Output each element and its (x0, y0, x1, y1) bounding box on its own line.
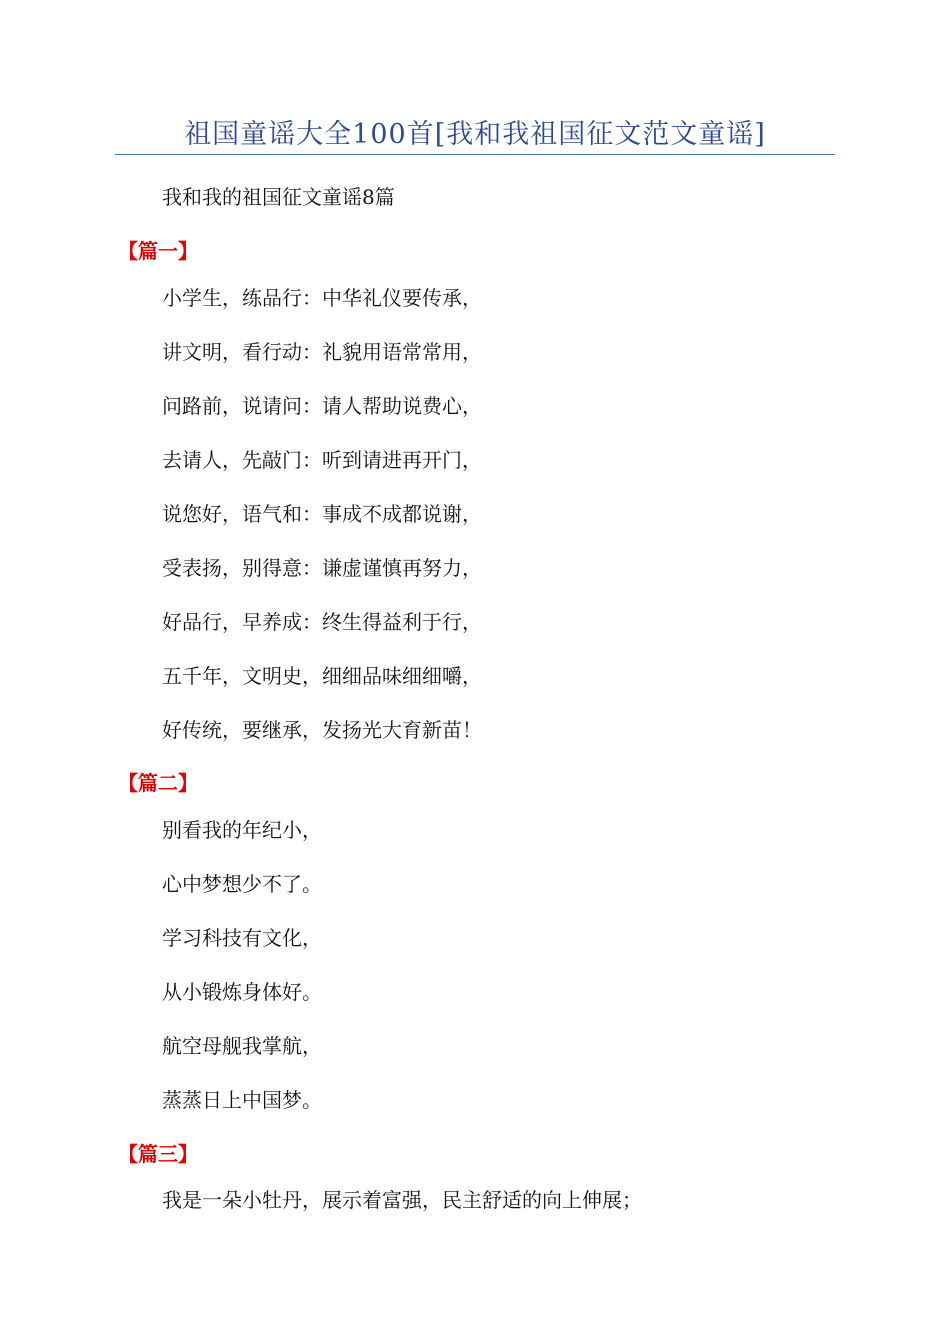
section-heading-1: 【篇一】 (118, 239, 198, 263)
title-underline (115, 154, 835, 155)
poem-line: 问路前，说请问：请人帮助说费心， (162, 394, 482, 418)
document-title: 祖国童谣大全100首[我和我祖国征文范文童谣] (184, 119, 766, 150)
poem-line: 别看我的年纪小， (162, 818, 322, 842)
poem-line: 航空母舰我掌航， (162, 1034, 322, 1058)
poem-line: 学习科技有文化， (162, 926, 322, 950)
poem-line: 我是一朵小牡丹，展示着富强，民主舒适的向上伸展； (162, 1188, 642, 1212)
document-subtitle: 我和我的祖国征文童谣8篇 (162, 185, 395, 209)
section-heading-3: 【篇三】 (118, 1142, 198, 1166)
poem-line: 好品行，早养成：终生得益利于行， (162, 610, 482, 634)
poem-line: 五千年，文明史，细细品味细细嚼， (162, 664, 482, 688)
poem-line: 好传统，要继承，发扬光大育新苗！ (162, 718, 482, 742)
poem-line: 蒸蒸日上中国梦。 (162, 1088, 322, 1112)
poem-line: 受表扬，别得意：谦虚谨慎再努力， (162, 556, 482, 580)
poem-line: 说您好，语气和：事成不成都说谢， (162, 502, 482, 526)
poem-line: 从小锻炼身体好。 (162, 980, 322, 1004)
poem-line: 小学生，练品行：中华礼仪要传承， (162, 286, 482, 310)
poem-line: 去请人，先敲门：听到请进再开门， (162, 448, 482, 472)
poem-line: 心中梦想少不了。 (162, 872, 322, 896)
section-heading-2: 【篇二】 (118, 771, 198, 795)
poem-line: 讲文明，看行动：礼貌用语常常用， (162, 340, 482, 364)
